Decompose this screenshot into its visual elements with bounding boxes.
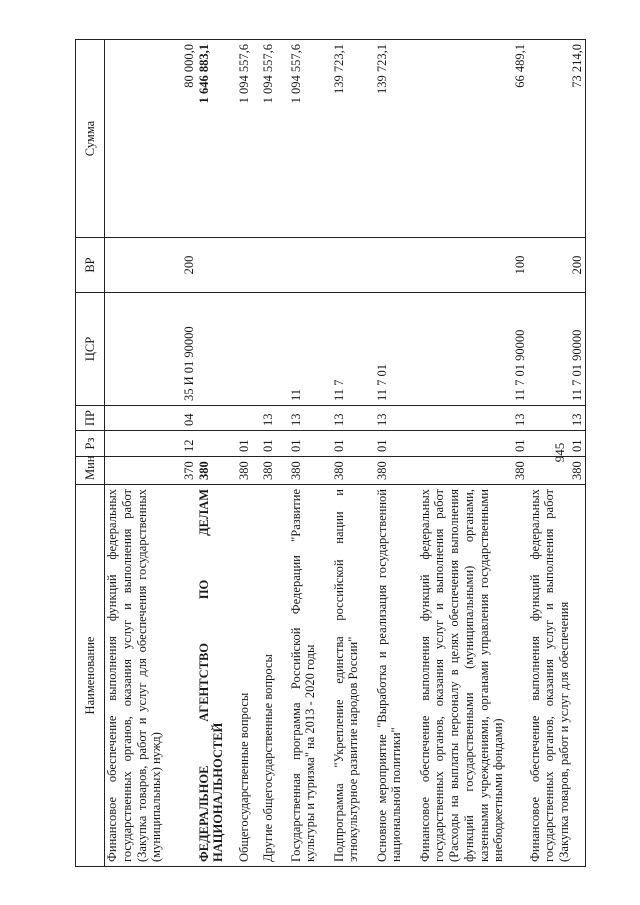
row-sum: 1 094 557,6 xyxy=(289,40,332,238)
table-row xyxy=(375,40,418,867)
table-row xyxy=(261,40,289,867)
row-pr: 13 xyxy=(528,406,586,431)
table-row xyxy=(332,40,375,867)
row-name: Общегосударственные вопросы xyxy=(237,485,261,867)
row-rz: 01 xyxy=(528,431,586,457)
row-csr: 11 7 xyxy=(332,293,375,406)
row-vr xyxy=(332,238,375,293)
row-min: 370 xyxy=(105,457,197,485)
row-min: 380 xyxy=(289,457,332,485)
row-pr: 13 xyxy=(332,406,375,431)
row-name: Основное мероприятие "Выработка и реализация государственной национальной политики" xyxy=(375,485,418,867)
row-pr: 13 xyxy=(261,406,289,431)
row-rz: 01 xyxy=(289,431,332,457)
row-name: ФЕДЕРАЛЬНОЕ АГЕНТСТВО ПО ДЕЛАМ НАЦИОНАЛЬНОСТЕЙ xyxy=(197,485,237,867)
row-sum: 1 646 883,1 xyxy=(197,40,237,238)
budget-table xyxy=(75,39,586,867)
row-sum: 1 094 557,6 xyxy=(237,40,261,238)
table-row xyxy=(197,40,237,867)
table-row xyxy=(528,40,586,867)
row-pr xyxy=(197,406,237,431)
header-min: Мин xyxy=(76,457,105,485)
row-rz: 01 xyxy=(237,431,261,457)
row-vr xyxy=(289,238,332,293)
row-rz: 01 xyxy=(418,431,528,457)
row-sum: 66 489,1 xyxy=(418,40,528,238)
row-pr: 04 xyxy=(105,406,197,431)
row-name: Финансовое обеспечение выполнения функций федеральных государственных органов, оказания услуг и выполнения работ (Закупка товаров, работ и услуг для обеспечения государственных (муниципальных) нужд) xyxy=(105,485,197,867)
row-sum: 73 214,0 xyxy=(528,40,586,238)
row-csr xyxy=(261,293,289,406)
row-pr: 13 xyxy=(289,406,332,431)
row-sum: 80 000,0 xyxy=(105,40,197,238)
row-sum: 139 723,1 xyxy=(332,40,375,238)
row-min: 380 xyxy=(261,457,289,485)
table-header-row xyxy=(76,40,105,867)
row-pr: 13 xyxy=(375,406,418,431)
row-name: Другие общегосударственные вопросы xyxy=(261,485,289,867)
row-csr: 11 7 01 90000 xyxy=(418,293,528,406)
row-name: Финансовое обеспечение выполнения функций федеральных государственных органов, оказания услуг и выполнения работ (Расходы на выплаты персоналу в целях обеспечения выполнения функций государственными (муниципальными) органами, казенными учреждениями, органами управления государственными внебюджетными фондами) xyxy=(418,485,528,867)
row-csr: 35 И 01 90000 xyxy=(105,293,197,406)
table-row xyxy=(418,40,528,867)
row-vr xyxy=(375,238,418,293)
row-vr xyxy=(197,238,237,293)
row-rz: 01 xyxy=(375,431,418,457)
row-min: 380 xyxy=(528,457,586,485)
row-min: 380 xyxy=(197,457,237,485)
row-rz: 12 xyxy=(105,431,197,457)
row-pr xyxy=(237,406,261,431)
table-row xyxy=(289,40,332,867)
row-name: Государственная программа Российской Федерации "Развитие культуры и туризма" на 2013 - 2020 годы xyxy=(289,485,332,867)
header-rz: Рз xyxy=(76,431,105,457)
row-vr: 200 xyxy=(105,238,197,293)
row-vr: 100 xyxy=(418,238,528,293)
header-vr: ВР xyxy=(76,238,105,293)
row-rz: 01 xyxy=(261,431,289,457)
row-rz: 01 xyxy=(332,431,375,457)
row-sum: 139 723,1 xyxy=(375,40,418,238)
row-rz xyxy=(197,431,237,457)
row-min: 380 xyxy=(332,457,375,485)
row-pr: 13 xyxy=(418,406,528,431)
row-csr xyxy=(197,293,237,406)
row-name: Финансовое обеспечение выполнения функций федеральных государственных органов, оказания услуг и выполнения работ (Закупка товаров, работ и услуг для обеспечения xyxy=(528,485,586,867)
page-number: 945 xyxy=(552,442,567,463)
row-sum: 1 094 557,6 xyxy=(261,40,289,238)
row-min: 380 xyxy=(418,457,528,485)
row-vr xyxy=(237,238,261,293)
table-row xyxy=(105,40,197,867)
row-csr: 11 7 01 90000 xyxy=(528,293,586,406)
row-csr: 11 xyxy=(289,293,332,406)
row-min: 380 xyxy=(237,457,261,485)
table-row xyxy=(237,40,261,867)
row-csr: 11 7 01 xyxy=(375,293,418,406)
header-csr: ЦСР xyxy=(76,293,105,406)
row-name: Подпрограмма "Укрепление единства российской нации и этнокультурное развитие народов России" xyxy=(332,485,375,867)
row-vr xyxy=(261,238,289,293)
header-pr: ПР xyxy=(76,406,105,431)
row-csr xyxy=(237,293,261,406)
row-vr: 200 xyxy=(528,238,586,293)
header-name: Наименование xyxy=(76,485,105,867)
header-sum: Сумма xyxy=(76,40,105,238)
row-min: 380 xyxy=(375,457,418,485)
